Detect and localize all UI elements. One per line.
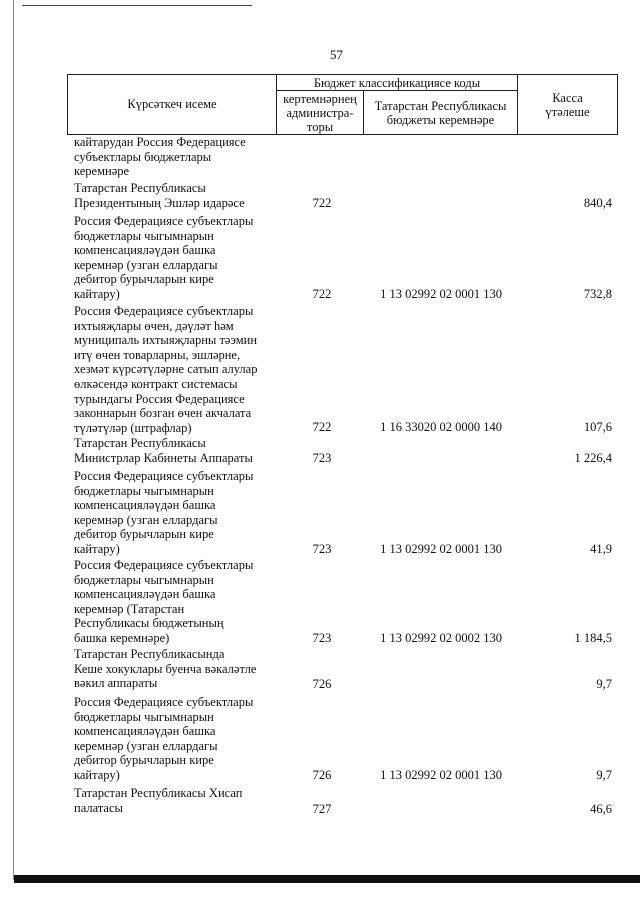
row-description: Россия Федерациясе субъектлары бюджетлары чыгымнарын компенсацияләүдән башка керемнәр (узган еллардагы дебитор бурычларын кире кайтару) xyxy=(74,214,254,301)
scan-edge-left xyxy=(13,0,14,880)
header-indicator-label: Күрсәткеч исеме xyxy=(127,97,217,111)
row-amount: 1 226,4 xyxy=(574,451,612,465)
row-admin-code: 726 xyxy=(312,768,332,782)
row-admin-code: 723 xyxy=(312,542,332,556)
header-budget-class-label: Бюджет классификациясе коды xyxy=(313,76,481,90)
row-revenue-code: 1 16 33020 02 0000 140 xyxy=(380,420,502,434)
row-description: Россия Федерациясе субъектлары ихтыяҗлары өчен, дәүләт һәм муниципаль ихтыяҗларны тәэмин итү өчен товарларны, эшләрне, хезмәт күрсәтүләрне сатып алулар өлкәсендә контракт системасы турындагы Россия Федерациясе законнарын бозган өчен акчалата түләтүләр (штрафлар) xyxy=(74,304,258,435)
row-admin-code: 723 xyxy=(312,631,332,645)
row-amount: 9,7 xyxy=(596,677,612,691)
header-revenue-label: Татарстан Республикасы бюджеты керемнәре xyxy=(374,99,507,127)
row-admin-code: 722 xyxy=(312,420,332,434)
row-revenue-code: 1 13 02992 02 0001 130 xyxy=(380,287,502,301)
page-number: 57 xyxy=(330,47,343,62)
row-description: Россия Федерациясе субъектлары бюджетлары чыгымнарын компенсацияләүдән башка керемнәр (Татарстан Республикасы бюджетының башка керемнәре) xyxy=(74,558,254,645)
row-admin-code: 722 xyxy=(312,287,332,301)
row-admin-code: 722 xyxy=(312,196,332,210)
row-amount: 107,6 xyxy=(583,420,612,434)
row-amount: 1 184,5 xyxy=(574,631,612,645)
row-description: Татарстан Республикасы Министрлар Кабинеты Аппараты xyxy=(74,436,253,465)
scan-edge-bottom xyxy=(14,875,640,883)
scan-edge-line xyxy=(22,5,252,6)
row-revenue-code: 1 13 02992 02 0001 130 xyxy=(380,768,502,782)
row-description: Татарстан Республикасы Президентының Эшләр идарәсе xyxy=(74,181,245,210)
row-admin-code: 723 xyxy=(312,451,332,465)
row-description: Татарстан Республикасында Кеше хокуклары буенча вәкаләтле вәкил аппараты xyxy=(74,647,257,691)
row-description: Россия Федерациясе субъектлары бюджетлары чыгымнарын компенсацияләүдән башка керемнәр (узган еллардагы дебитор бурычларын кире кайтару) xyxy=(74,469,254,556)
row-revenue-code: 1 13 02992 02 0002 130 xyxy=(380,631,502,645)
header-cash-label: Касса үтәлеше xyxy=(545,91,590,119)
row-description: Россия Федерациясе субъектлары бюджетлары чыгымнарын компенсацияләүдән башка керемнәр (узган еллардагы дебитор бурычларын кире кайтару) xyxy=(74,695,254,782)
row-amount: 732,8 xyxy=(583,287,612,301)
row-revenue-code: 1 13 02992 02 0001 130 xyxy=(380,542,502,556)
row-amount: 9,7 xyxy=(596,768,612,782)
row-amount: 46,6 xyxy=(590,802,612,816)
row-amount: 41,9 xyxy=(590,542,612,556)
header-administrator-label: кертемнәрнең администра- торы xyxy=(283,92,357,134)
row-amount: 840,4 xyxy=(583,196,612,210)
row-description: кайтарудан Россия Федерациясе субъектлары бюджетлары керемнәре xyxy=(74,135,246,179)
row-admin-code: 726 xyxy=(312,677,332,691)
row-admin-code: 727 xyxy=(312,802,332,816)
row-description: Татарстан Республикасы Хисап палатасы xyxy=(74,786,243,815)
